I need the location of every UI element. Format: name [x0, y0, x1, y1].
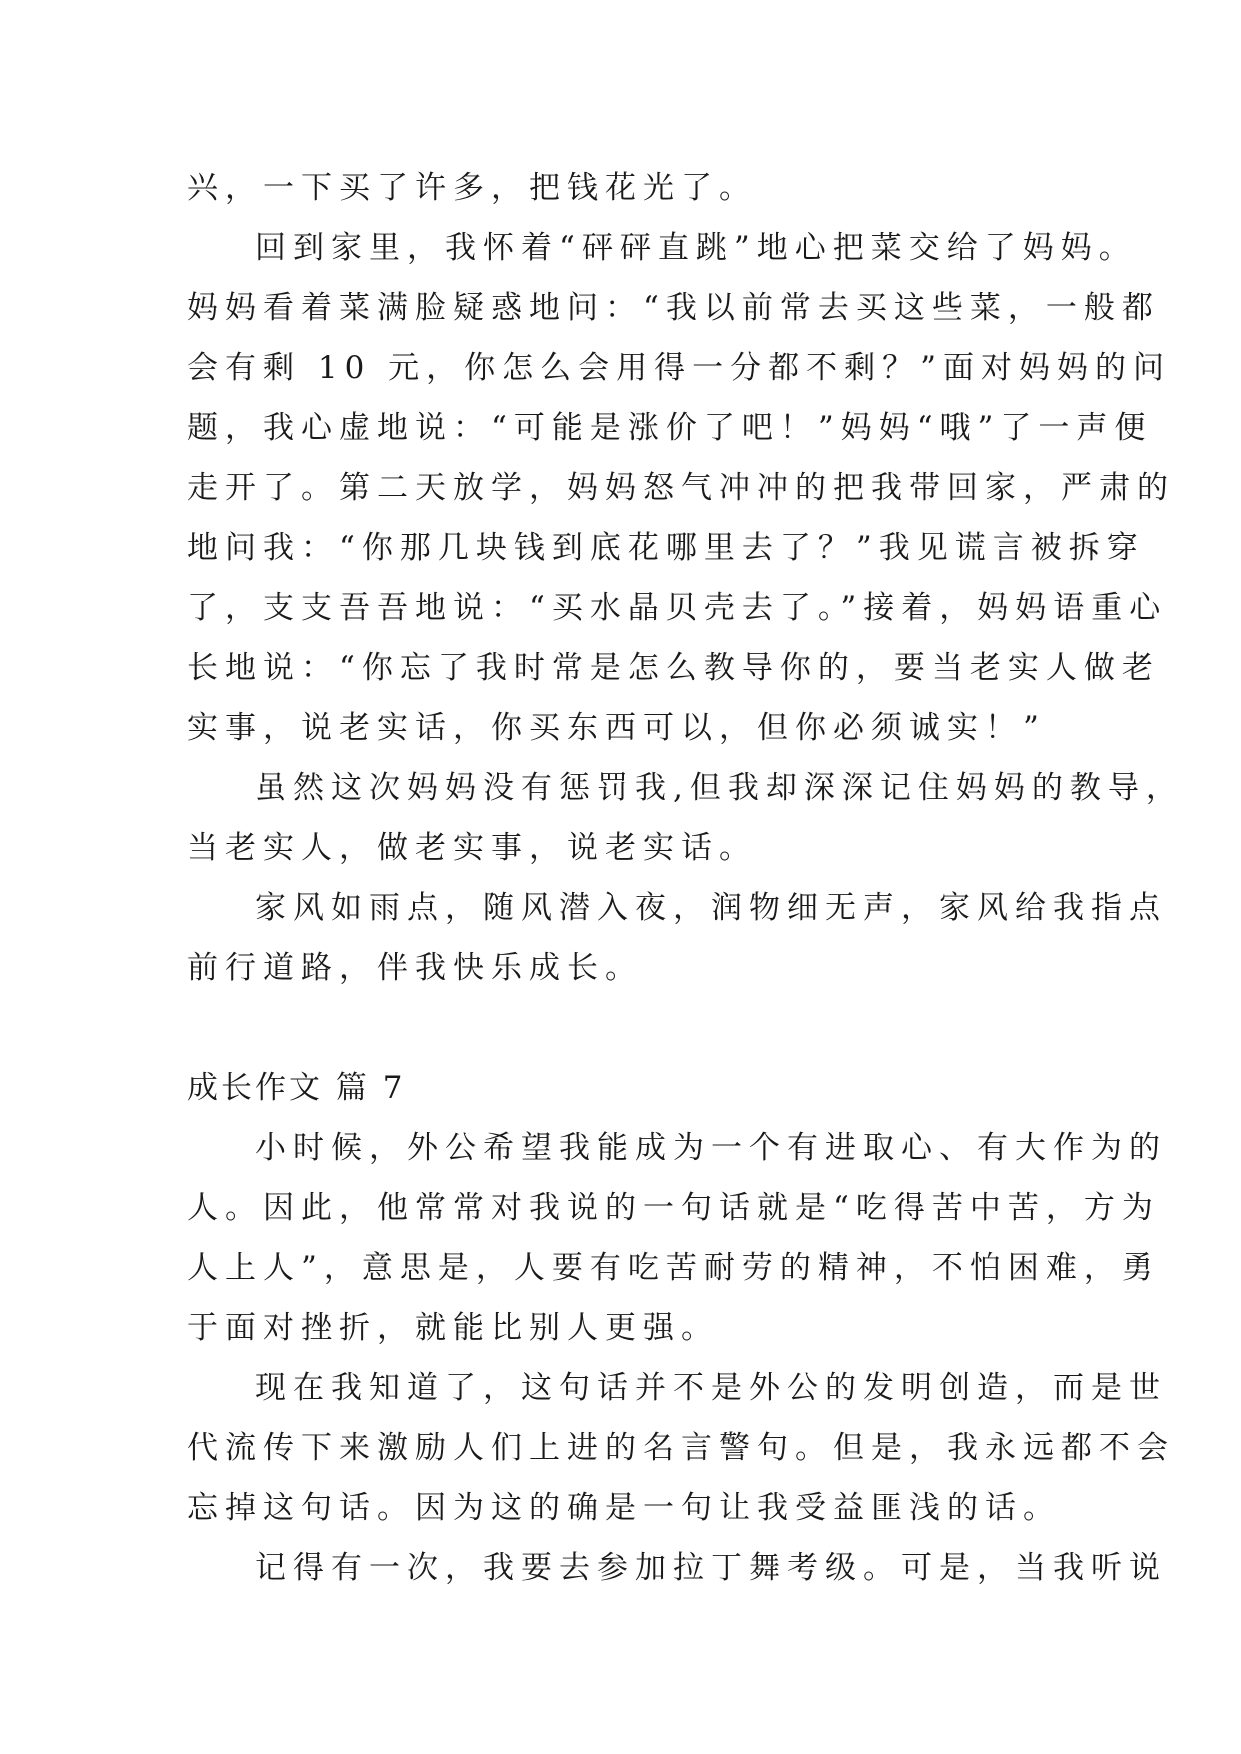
text-line: 实事，说老实话，你买东西可以，但你必须诚实！” [187, 710, 1046, 746]
paragraph-first-line: 回到家里，我怀着“砰砰直跳”地心把菜交给了妈妈。 [255, 230, 1137, 266]
text-line: 了，支支吾吾地说：“买水晶贝壳去了。”接着，妈妈语重心 [187, 590, 1168, 626]
paragraph-first-line: 家风如雨点，随风潜入夜，润物细无声，家风给我指点 [255, 890, 1167, 926]
text-line: 会有剩 10 元，你怎么会用得一分都不剩？”面对妈妈的问 [187, 350, 1171, 386]
paragraph-first-line: 现在我知道了，这句话并不是外公的发明创造，而是世 [255, 1370, 1167, 1406]
text-line: 人上人”，意思是，人要有吃苦耐劳的精神，不怕困难，勇 [187, 1250, 1160, 1286]
paragraph-first-line: 虽然这次妈妈没有惩罚我,但我却深深记住妈妈的教导， [255, 770, 1184, 806]
paragraph-first-line: 小时候，外公希望我能成为一个有进取心、有大作为的 [255, 1130, 1167, 1166]
text-line: 人。因此，他常常对我说的一句话就是“吃得苦中苦，方为 [187, 1190, 1160, 1226]
paragraph-first-line: 记得有一次，我要去参加拉丁舞考级。可是，当我听说 [255, 1550, 1167, 1586]
text-line: 走开了。第二天放学，妈妈怒气冲冲的把我带回家，严肃的 [187, 470, 1175, 506]
text-line: 代流传下来激励人们上进的名言警句。但是，我永远都不会 [187, 1430, 1175, 1466]
text-line: 题，我心虚地说：“可能是涨价了吧！”妈妈“哦”了一声便 [187, 410, 1153, 446]
text-line: 当老实人，做老实事，说老实话。 [187, 830, 757, 866]
text-line: 兴，一下买了许多，把钱花光了。 [187, 170, 757, 206]
text-line: 妈妈看着菜满脸疑惑地问：“我以前常去买这些菜，一般都 [187, 290, 1160, 326]
text-line: 忘掉这句话。因为这的确是一句让我受益匪浅的话。 [187, 1490, 1061, 1526]
text-line: 前行道路，伴我快乐成长。 [187, 950, 643, 986]
section-heading: 成长作文 篇 7 [187, 1070, 406, 1106]
text-line: 地问我：“你那几块钱到底花哪里去了？”我见谎言被拆穿 [187, 530, 1145, 566]
text-line: 长地说：“你忘了我时常是怎么教导你的，要当老实人做老 [187, 650, 1160, 686]
text-line: 于面对挫折，就能比别人更强。 [187, 1310, 719, 1346]
